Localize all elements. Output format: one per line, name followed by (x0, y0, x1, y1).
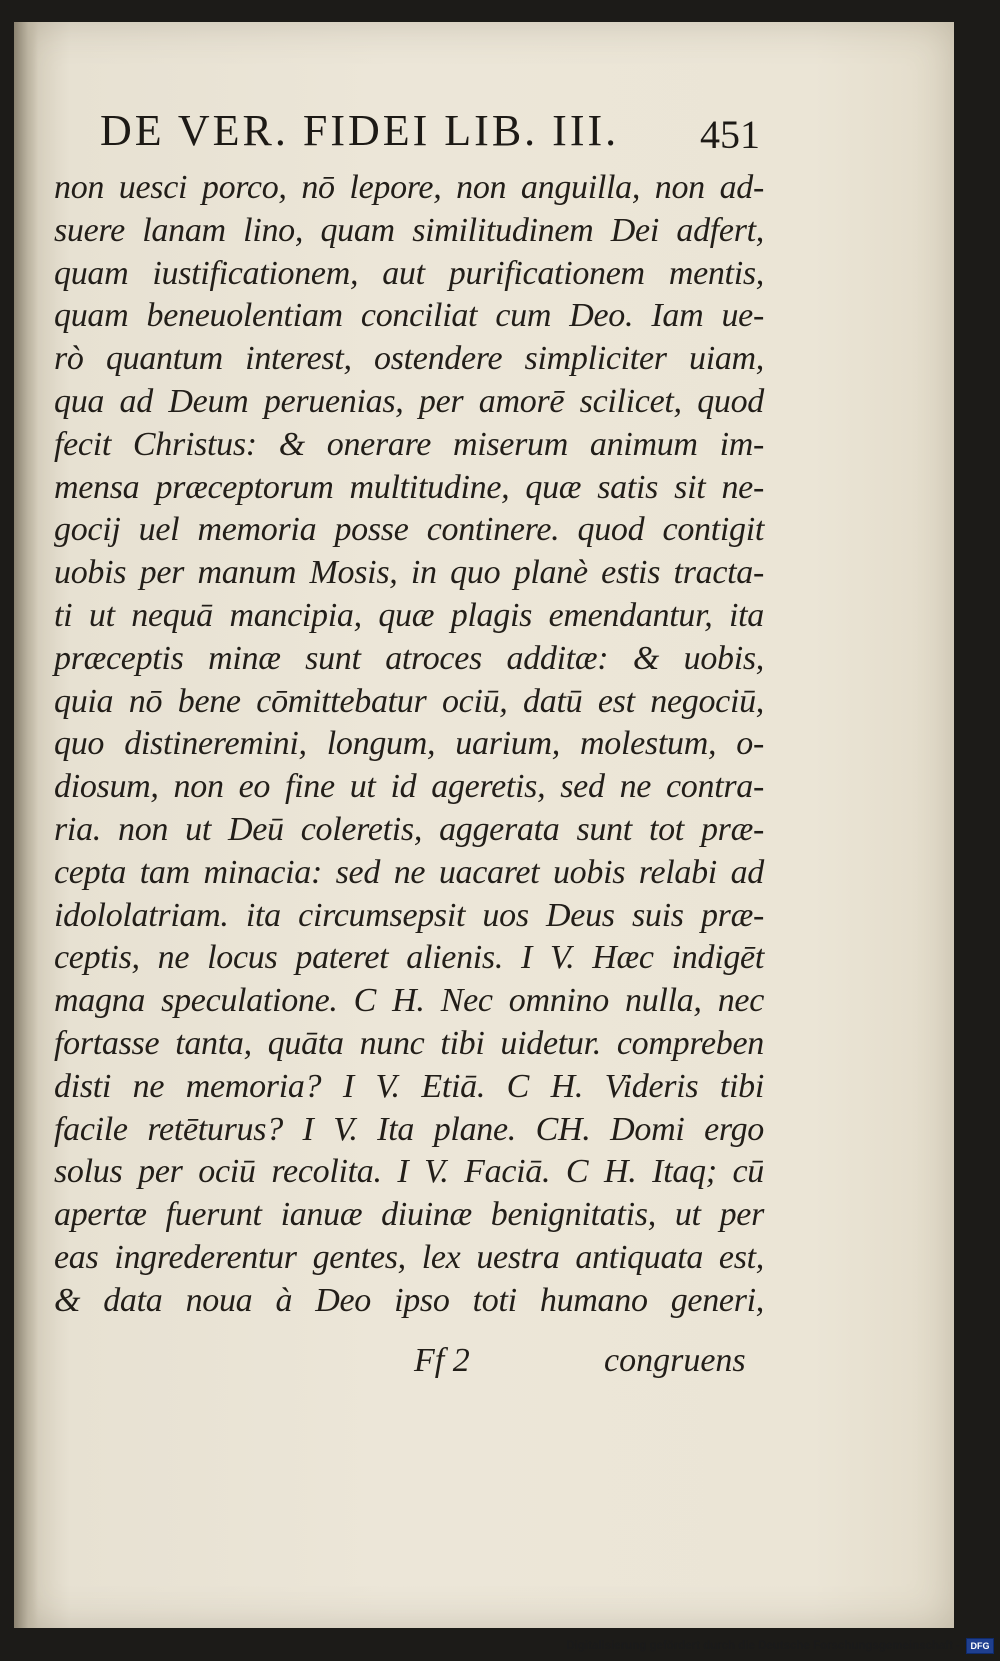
book-page (14, 22, 954, 1628)
text-line: rò quantum interest, ostendere simpliciter uiam, (54, 340, 764, 378)
text-line: mensa præceptorum multitudine, quæ satis sit ne- (54, 468, 764, 506)
text-line: quam iustificationem, aut purificationem mentis, (54, 254, 764, 292)
text-line: magna speculatione. C H. Nec omnino nulla, nec (54, 982, 764, 1020)
running-title: DE VER. FIDEI LIB. III. (100, 106, 620, 155)
digitization-credit (566, 1635, 994, 1657)
text-line: suere lanam lino, quam similitudinem Dei adfert, (54, 211, 764, 249)
text-line: fortasse tanta, quāta nunc tibi uidetur. compreben (54, 1024, 764, 1062)
text-line: uobis per manum Mosis, in quo planè estis tracta- (54, 554, 764, 592)
text-line: solus per ociū recolita. I V. Faciā. C H. Itaq; cū (54, 1153, 764, 1191)
catchword: congruens (604, 1342, 746, 1379)
text-line: gocij uel memoria posse continere. quod contigit (54, 511, 764, 549)
text-line: diosum, non eo fine ut id ageretis, sed ne contra- (54, 768, 764, 806)
credit-text: Digitalisierung gefördert durch die Deutsche Forschungsgemeinschaft - (566, 1640, 960, 1652)
text-line: idololatriam. ita circumsepsit uos Deus suis præ- (54, 896, 764, 934)
text-line: eas ingrederentur gentes, lex uestra antiquata est, (54, 1238, 764, 1276)
text-line: ti ut nequā mancipia, quæ plagis emendantur, ita (54, 596, 764, 634)
text-line: disti ne memoria? I V. Etiā. C H. Videris tibi (54, 1067, 764, 1105)
text-line: ria. non ut Deū coleretis, aggerata sunt tot præ- (54, 810, 764, 848)
text-line: ceptis, ne locus pateret alienis. I V. Hæc indigēt (54, 939, 764, 977)
text-line: præceptis minæ sunt atroces additæ: & uobis, (54, 639, 764, 677)
body-text (54, 167, 764, 1323)
text-line: qua ad Deum peruenias, per amorē scilicet, quod (54, 382, 764, 420)
page-header (100, 105, 760, 157)
text-line: quo distineremini, longum, uarium, molestum, o- (54, 725, 764, 763)
dfg-logo-icon: DFG (966, 1638, 994, 1654)
page-gutter-shadow (14, 22, 38, 1628)
text-line: non uesci porco, nō lepore, non anguilla, non ad- (54, 169, 764, 206)
text-line: facile retēturus? I V. Ita plane. CH. Domi ergo (54, 1110, 764, 1148)
text-line: apertæ fuerunt ianuæ diuinæ benignitatis, ut per (54, 1196, 764, 1234)
text-line: quia nō bene cōmittebatur ociū, datū est negociū, (54, 682, 764, 720)
page-number: 451 (700, 112, 760, 157)
text-line: quam beneuolentiam conciliat cum Deo. Iam ue- (54, 297, 764, 335)
text-line: fecit Christus: & onerare miserum animum im- (54, 425, 764, 463)
signature-mark: Ff 2 (414, 1342, 470, 1379)
text-line: cepta tam minacia: sed ne uacaret uobis relabi ad (54, 853, 764, 891)
text-line: & data noua à Deo ipso toti humano generi, (54, 1281, 764, 1319)
